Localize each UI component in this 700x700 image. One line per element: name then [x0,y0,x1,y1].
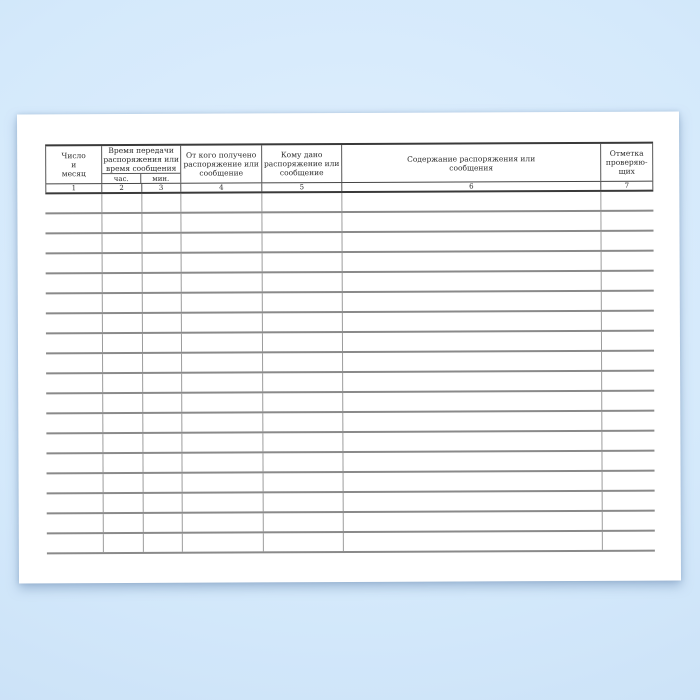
empty-cell [262,193,342,211]
table-row [45,192,653,215]
empty-cell [343,392,602,411]
empty-cell [46,274,103,292]
empty-cell [47,514,104,532]
empty-cell [143,434,183,452]
empty-cell [142,274,182,292]
header-given-to: Кому дано распоряжение или сообщение [262,145,342,182]
table-row [46,372,654,395]
empty-cell [344,512,603,531]
empty-cell [601,192,653,210]
empty-cell [602,392,654,410]
empty-cell [182,253,263,271]
empty-cell [47,474,104,492]
empty-cell [343,272,602,291]
empty-cell [343,432,602,451]
empty-cell [344,472,603,491]
empty-cell [46,334,103,352]
empty-cell [143,494,183,512]
empty-cell [263,373,343,391]
column-number: 3 [142,184,182,192]
table-row [47,512,655,535]
empty-cell [103,314,143,332]
empty-cell [602,372,654,390]
table-body [45,192,655,555]
column-number: 5 [262,183,342,191]
empty-cell [183,493,264,511]
empty-cell [182,313,263,331]
empty-cell [46,254,103,272]
empty-cell [103,274,143,292]
empty-cell [263,393,343,411]
empty-cell [104,494,144,512]
empty-cell [103,294,143,312]
empty-cell [602,332,654,350]
table-row [45,212,653,235]
column-number: 6 [342,182,601,191]
empty-cell [142,194,182,212]
empty-cell [263,453,343,471]
header-inspector-mark: Отметка проверяю- щих [601,144,653,181]
empty-cell [104,514,144,532]
empty-cell [343,292,602,311]
empty-cell [183,473,264,491]
empty-cell [103,254,143,272]
journal-sheet [17,112,681,584]
empty-cell [603,492,655,510]
empty-cell [264,533,344,551]
empty-cell [343,452,602,471]
empty-cell [181,193,262,211]
empty-cell [182,293,263,311]
empty-cell [142,294,182,312]
empty-cell [263,313,343,331]
empty-cell [263,233,343,251]
empty-cell [104,474,144,492]
header-date-month: Число и месяц [45,146,102,183]
empty-cell [143,454,183,472]
empty-cell [602,412,654,430]
empty-cell [103,234,143,252]
empty-cell [602,452,654,470]
empty-cell [602,292,654,310]
empty-cell [182,333,263,351]
empty-cell [143,414,183,432]
empty-cell [344,492,603,511]
empty-cell [342,212,601,231]
table-row [46,272,654,295]
empty-cell [143,514,183,532]
empty-cell [182,353,263,371]
empty-cell [343,332,602,351]
empty-cell [602,272,654,290]
empty-cell [343,412,602,431]
empty-cell [183,533,264,551]
empty-cell [46,314,103,332]
empty-cell [143,374,183,392]
empty-cell [46,294,103,312]
empty-cell [104,534,144,552]
empty-cell [182,273,263,291]
empty-cell [46,234,103,252]
empty-cell [143,474,183,492]
empty-cell [343,232,602,251]
table-row [46,452,654,475]
table-row [47,492,655,515]
table-row [46,352,654,375]
empty-cell [602,252,654,270]
table-row [46,412,654,435]
header-order-content: Содержание распоряжения или сообщения [342,144,601,182]
empty-cell [343,312,602,331]
empty-cell [46,434,103,452]
empty-cell [46,394,103,412]
table-row [47,472,655,495]
empty-cell [45,214,102,232]
empty-cell [142,314,182,332]
table-row [47,532,655,555]
empty-cell [182,373,263,391]
empty-cell [263,253,343,271]
column-number: 7 [601,182,653,190]
empty-cell [263,413,343,431]
empty-cell [183,513,264,531]
empty-cell [103,454,143,472]
empty-cell [102,214,142,232]
empty-cell [182,433,263,451]
empty-cell [103,414,143,432]
empty-cell [601,212,653,230]
empty-cell [603,472,655,490]
empty-cell [264,513,344,531]
table-row [46,432,654,455]
empty-cell [264,473,344,491]
empty-cell [143,394,183,412]
empty-cell [47,534,104,552]
empty-cell [263,293,343,311]
empty-cell [262,213,342,231]
empty-cell [45,194,102,212]
empty-cell [142,254,182,272]
column-number: 1 [45,184,102,192]
empty-cell [182,413,263,431]
empty-cell [142,214,182,232]
empty-cell [263,273,343,291]
empty-cell [181,213,262,231]
empty-cell [264,493,344,511]
table-row [46,232,654,255]
empty-cell [182,453,263,471]
empty-cell [103,354,143,372]
empty-cell [342,192,601,211]
header-received-from: От кого получено распоряжение или сообщение [181,145,262,182]
empty-cell [46,414,103,432]
table-row [46,312,654,335]
empty-cell [182,233,263,251]
header-transmission-time-group [102,146,181,183]
empty-cell [103,394,143,412]
empty-cell [143,354,183,372]
empty-cell [103,334,143,352]
table-header-row [45,142,653,185]
column-number: 2 [102,184,142,192]
empty-cell [103,374,143,392]
orders-log-table [45,142,655,555]
empty-cell [343,352,602,371]
empty-cell [142,334,182,352]
empty-cell [603,532,655,550]
empty-cell [103,434,143,452]
column-number: 4 [181,183,262,191]
empty-cell [46,374,103,392]
empty-cell [142,234,182,252]
table-row [46,252,654,275]
table-row [46,332,654,355]
empty-cell [602,352,654,370]
table-row [46,392,654,415]
empty-cell [182,393,263,411]
empty-cell [344,532,603,551]
header-hours: час. [102,174,141,184]
table-row [46,292,654,315]
empty-cell [263,433,343,451]
header-transmission-time-title: Время передачи распоряжения или время сообщения [103,145,180,174]
empty-cell [46,354,103,372]
empty-cell [102,194,142,212]
header-minutes: мин. [152,174,170,183]
empty-cell [143,534,183,552]
empty-cell [601,232,653,250]
empty-cell [343,372,602,391]
empty-cell [46,454,103,472]
header-time-subrow [102,174,180,184]
empty-cell [603,512,655,530]
empty-cell [602,432,654,450]
empty-cell [602,312,654,330]
empty-cell [263,333,343,351]
empty-cell [263,353,343,371]
empty-cell [47,494,104,512]
empty-cell [343,252,602,271]
